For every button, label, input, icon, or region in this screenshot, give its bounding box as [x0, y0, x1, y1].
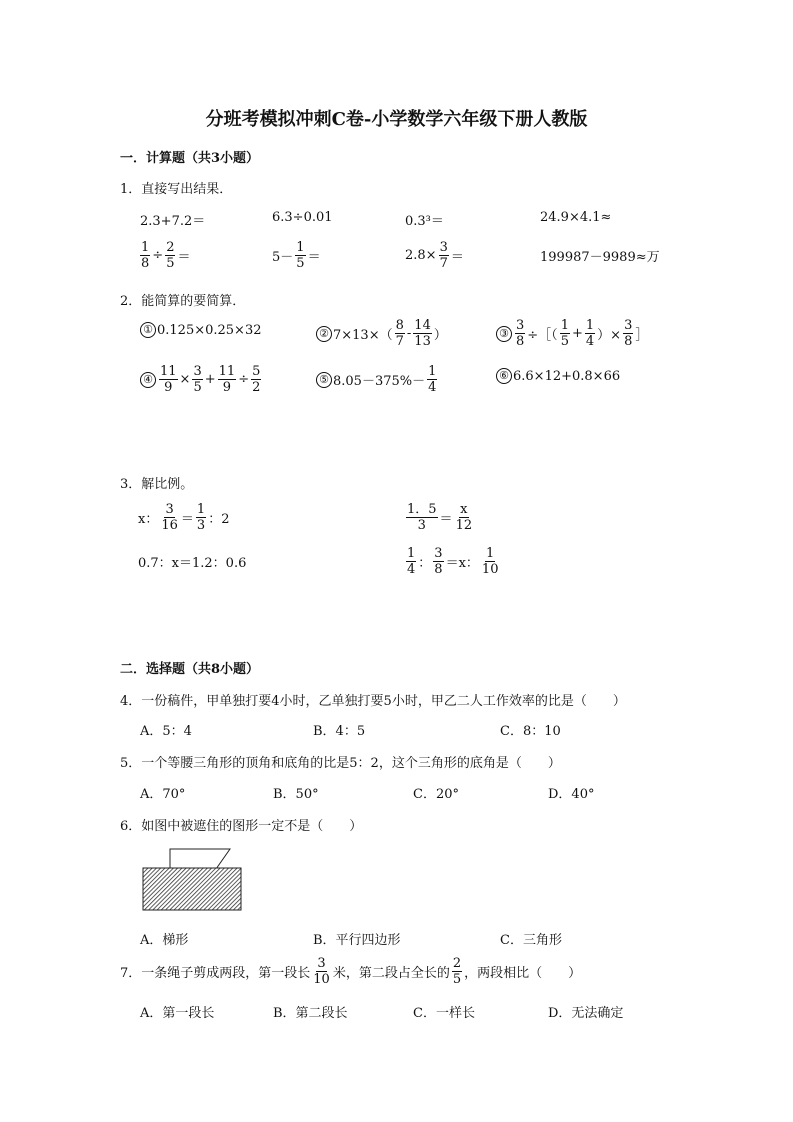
q3-proportion-3: 0.7：x＝1.2：0.6	[138, 556, 247, 571]
question-4-stem: 4．一份稿件，甲单独打要4小时，乙单独打要5小时，甲乙二人工作效率的比是（ ）	[120, 694, 626, 709]
q5-option-b[interactable]: B．50°	[273, 787, 319, 802]
q6-option-a[interactable]: A．梯形	[140, 933, 189, 948]
fraction: $\frac{1}{5}$	[296, 240, 305, 271]
fraction: $\frac{3}{7}$	[439, 240, 448, 271]
fraction: $\frac{11}{9}$	[218, 364, 236, 395]
fraction: $\frac{11}{9}$	[160, 364, 177, 395]
question-6-stem: 6．如图中被遮住的图形一定不是（ ）	[120, 819, 363, 834]
q2-expr-4: ④ $\frac{11}{9}$ × $\frac{3}{5}$ + $\frac{11}{9}$ ÷ $\frac{5}{2}$	[140, 364, 263, 395]
q2-expr-2: ② 7×13×（ $\frac{8}{7}$ - $\frac{14}{13}$ ）	[316, 318, 447, 349]
q4-option-a[interactable]: A．5：4	[140, 724, 192, 739]
fraction: $\frac{1.5}{3}$	[407, 502, 437, 533]
q1-expr-4: 24.9×4.1≈	[540, 210, 612, 225]
q5-option-a[interactable]: A．70°	[140, 787, 186, 802]
q7-option-c[interactable]: C．一样长	[413, 1006, 475, 1021]
q1-expr-2: 6.3÷0.01	[272, 210, 333, 225]
q1-expr-1: 2.3+7.2＝	[140, 214, 206, 229]
q5-option-c[interactable]: C．20°	[413, 787, 459, 802]
q4-option-b[interactable]: B．4：5	[313, 724, 366, 739]
q1-expr-8: 199987－9989≈万	[540, 250, 660, 265]
fraction: $\frac{3}{10}$	[313, 956, 330, 987]
question-1-stem: 1．直接写出结果．	[120, 182, 233, 197]
q1-expr-5: $\frac{1}{8}$ ÷ $\frac{2}{5}$ ＝	[141, 240, 191, 271]
fraction: $\frac{3}{8}$	[434, 546, 443, 577]
q3-proportion-2: $\frac{1.5}{3}$ ＝ $\frac{x}{12}$	[407, 502, 473, 533]
q6-hidden-shape-figure	[142, 848, 247, 914]
q3-proportion-4: $\frac{1}{4}$ ： $\frac{3}{8}$ ＝x： $\frac{1}{10}$	[407, 546, 499, 577]
fraction: $\frac{x}{12}$	[455, 502, 473, 533]
fraction: $\frac{1}{3}$	[196, 502, 206, 533]
fraction: $\frac{3}{8}$	[516, 318, 525, 349]
q2-expr-6: ⑥ 6.6×12+0.8×66	[496, 368, 620, 384]
fraction: $\frac{1}{8}$	[141, 240, 150, 271]
fraction: $\frac{1}{5}$	[560, 318, 569, 349]
partial-shape-outline	[170, 849, 230, 869]
fraction: $\frac{2}{5}$	[166, 240, 175, 271]
fraction: $\frac{3}{16}$	[161, 502, 178, 533]
question-5-stem: 5．一个等腰三角形的顶角和底角的比是5：2，这个三角形的底角是（ ）	[120, 756, 561, 771]
fraction: $\frac{3}{8}$	[624, 318, 633, 349]
q1-expr-3: 0.3³＝	[405, 214, 444, 229]
q5-option-d[interactable]: D．40°	[548, 787, 595, 802]
fraction: $\frac{2}{5}$	[452, 956, 462, 987]
question-7-stem: 7．一条绳子剪成两段，第一段长 $\frac{3}{10}$ 米，第二段占全长的 $\frac{2}{5}$ ，两段相比（ ）	[120, 956, 582, 987]
fraction: $\frac{1}{4}$	[428, 364, 437, 395]
question-3-stem: 3．解比例。	[120, 477, 194, 492]
fraction: $\frac{14}{13}$	[414, 318, 431, 349]
cover-rectangle	[143, 868, 241, 910]
q4-option-c[interactable]: C．8：10	[500, 724, 561, 739]
q7-option-b[interactable]: B．第二段长	[273, 1006, 348, 1021]
section-heading-choice: 二．选择题（共8小题）	[120, 662, 260, 677]
page-title: 分班考模拟冲刺C卷-小学数学六年级下册人教版	[205, 109, 588, 130]
q2-expr-3: ③ $\frac{3}{8}$ ÷［（ $\frac{1}{5}$ + $\frac{1}{4}$ ）× $\frac{3}{8}$ ］	[496, 318, 648, 349]
q2-expr-5: ⑤ 8.05－375%－ $\frac{1}{4}$	[316, 364, 439, 395]
q7-option-a[interactable]: A．第一段长	[140, 1006, 215, 1021]
fraction: $\frac{1}{10}$	[481, 546, 499, 577]
fraction: $\frac{8}{7}$	[395, 318, 404, 349]
fraction: $\frac{1}{4}$	[585, 318, 595, 349]
q1-expr-6: 5－ $\frac{1}{5}$ ＝	[272, 240, 321, 271]
q3-proportion-1: x： $\frac{3}{16}$ ＝ $\frac{1}{3}$ ：2	[138, 502, 230, 533]
q6-option-c[interactable]: C．三角形	[500, 933, 562, 948]
section-heading-calculation: 一．计算题（共3小题）	[120, 151, 260, 166]
q7-option-d[interactable]: D．无法确定	[548, 1006, 624, 1021]
q6-option-b[interactable]: B．平行四边形	[313, 933, 401, 948]
q2-expr-1: ① 0.125×0.25×32	[140, 322, 262, 338]
fraction: $\frac{5}{2}$	[252, 364, 261, 395]
fraction: $\frac{1}{4}$	[407, 546, 416, 577]
fraction: $\frac{3}{5}$	[193, 364, 202, 395]
q1-expr-7: 2.8× $\frac{3}{7}$ ＝	[405, 240, 464, 271]
question-2-stem: 2．能简算的要简算．	[120, 294, 246, 309]
